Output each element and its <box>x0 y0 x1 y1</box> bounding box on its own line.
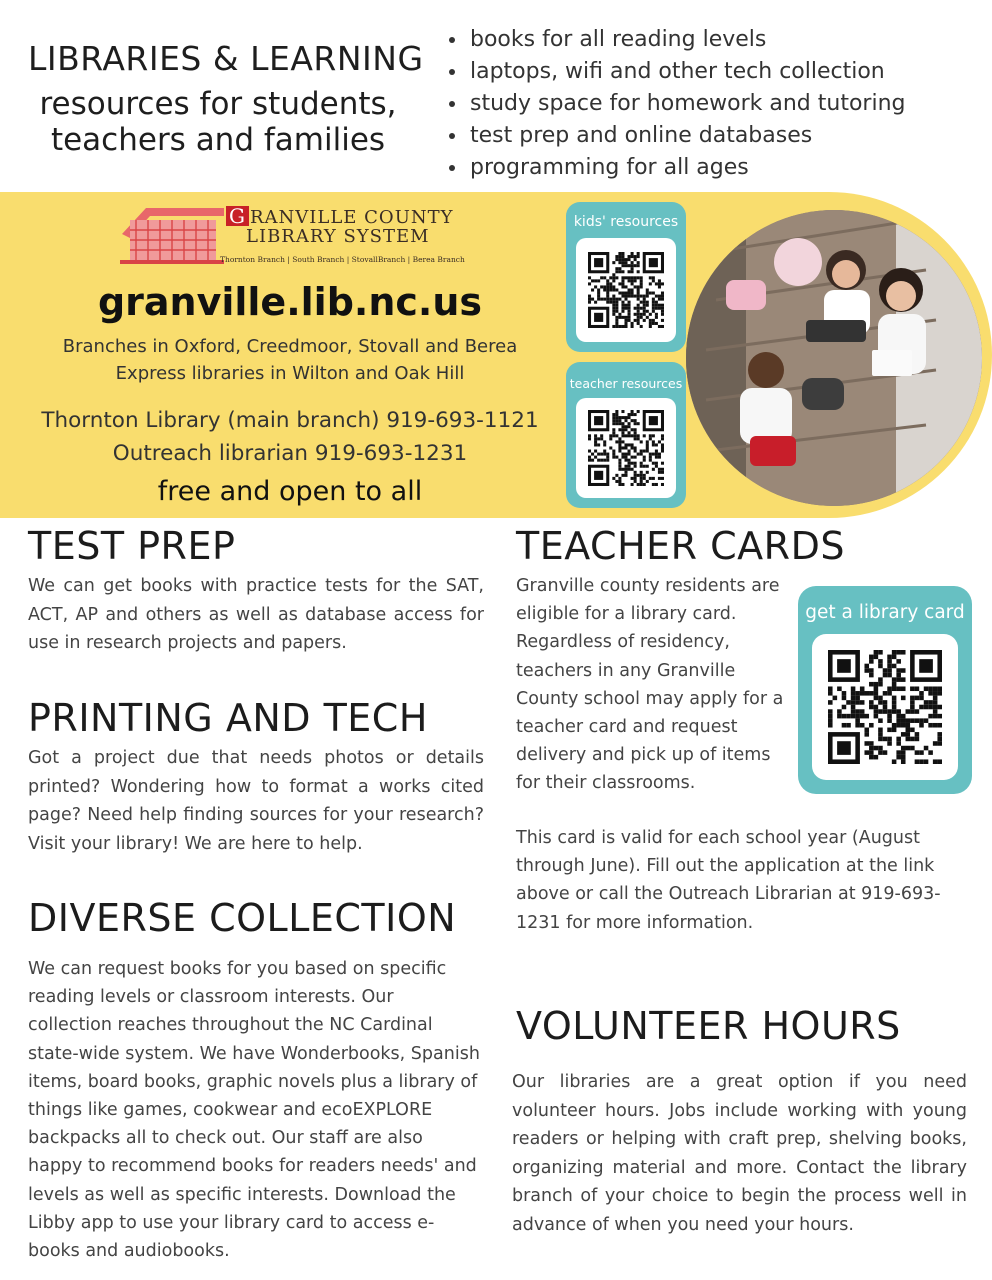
kids-qr-frame <box>576 238 676 342</box>
library-building-logo-icon <box>116 196 231 268</box>
teacher-resources-label: teacher resources <box>569 376 683 391</box>
diverse-collection-text: We can request books for you based on specific reading levels or classroom interests. Our collection reaches throughout the NC Cardinal state-wide system. We have Wonderbooks, Spanish items, board books, graphic novels plus a library of things like games, cookwear and ecoEXPLORE backpacks all to check out. Our staff are also happy to recommend books for readers needs' and levels as well as specific interests. Download the Libby app to use your library card to access e-books and audiobooks. <box>28 959 480 1262</box>
teacher-resources-qr-card[interactable] <box>566 362 686 508</box>
printing-tech-heading: PRINTING AND TECH <box>28 696 428 740</box>
express-text: Express libraries in Wilton and Oak Hill <box>115 363 465 384</box>
test-prep-text: We can get books with practice tests for the SAT, ACT, AP and others as well as database access for use in research projects and papers. <box>28 576 484 653</box>
qr-code-icon <box>828 648 942 766</box>
resource-item: • programming for all ages <box>468 152 992 184</box>
students-photo <box>686 210 982 506</box>
main-phone-text: Thornton Library (main branch) 919-693-1121 <box>41 408 539 433</box>
resource-item: • test prep and online databases <box>468 120 992 152</box>
resource-list <box>440 24 992 184</box>
logo-branch-list: Thornton Branch | South Branch | StovallBranch | Berea Branch <box>220 255 465 264</box>
page-title: LIBRARIES & LEARNING <box>28 39 424 78</box>
logo-letter: G <box>226 206 249 226</box>
subtitle-line-1: resources for students, <box>39 86 397 122</box>
kids-resources-qr-card[interactable] <box>566 202 686 352</box>
teacher-cards-validity-text: This card is valid for each school year (August through June). Fill out the application at the link above or call the Outreach Librarian at 919-693-1231 for more information. <box>516 828 941 933</box>
logo-name-rest: RANVILLE COUNTY <box>249 207 454 228</box>
kids-resources-label: kids' resources <box>573 214 679 230</box>
tagline: free and open to all <box>157 476 423 507</box>
outreach-phone-text: Outreach librarian 919-693-1231 <box>112 441 468 466</box>
qr-code-icon <box>588 250 664 330</box>
volunteer-hours-text: Our libraries are a great option if you need volunteer hours. Jobs include working with young readers or helping with craft prep, shelving books, organizing material and more. Contact the library branch of your choice to begin the process well in advance of when you need your hours. <box>512 1072 967 1235</box>
teacher-cards-heading: TEACHER CARDS <box>516 524 845 568</box>
teacher-cards-text: Granville county residents are eligible for a library card. Regardless of residency, teachers in any Granville County school may apply for a teacher card and request delivery and pick up of items for their classrooms. <box>516 576 784 794</box>
library-url-link[interactable]: granville.lib.nc.us <box>97 280 483 324</box>
test-prep-heading: TEST PREP <box>28 524 236 568</box>
library-card-label: get a library card <box>805 602 965 623</box>
logo-name-line-2: LIBRARY SYSTEM <box>246 226 430 247</box>
resource-item: • books for all reading levels <box>468 24 992 56</box>
library-card-qr-frame <box>812 634 958 780</box>
qr-code-icon <box>588 408 664 488</box>
printing-tech-text: Got a project due that needs photos or details printed? Wondering how to format a works cited page? Need help finding sources for your research? Visit your library! We are here to help. <box>28 748 484 854</box>
diverse-collection-heading: DIVERSE COLLECTION <box>28 896 457 940</box>
logo-name-line-1 <box>226 206 496 228</box>
volunteer-hours-heading: VOLUNTEER HOURS <box>516 1004 901 1048</box>
resource-item: • laptops, wifi and other tech collection <box>468 56 992 88</box>
resource-item: • study space for homework and tutoring <box>468 88 992 120</box>
teacher-qr-frame <box>576 398 676 498</box>
subtitle-line-2: teachers and families <box>50 122 386 158</box>
library-card-qr-card[interactable] <box>798 586 972 794</box>
branches-text: Branches in Oxford, Creedmoor, Stovall and Berea <box>62 336 518 357</box>
page-subtitle <box>28 86 408 158</box>
